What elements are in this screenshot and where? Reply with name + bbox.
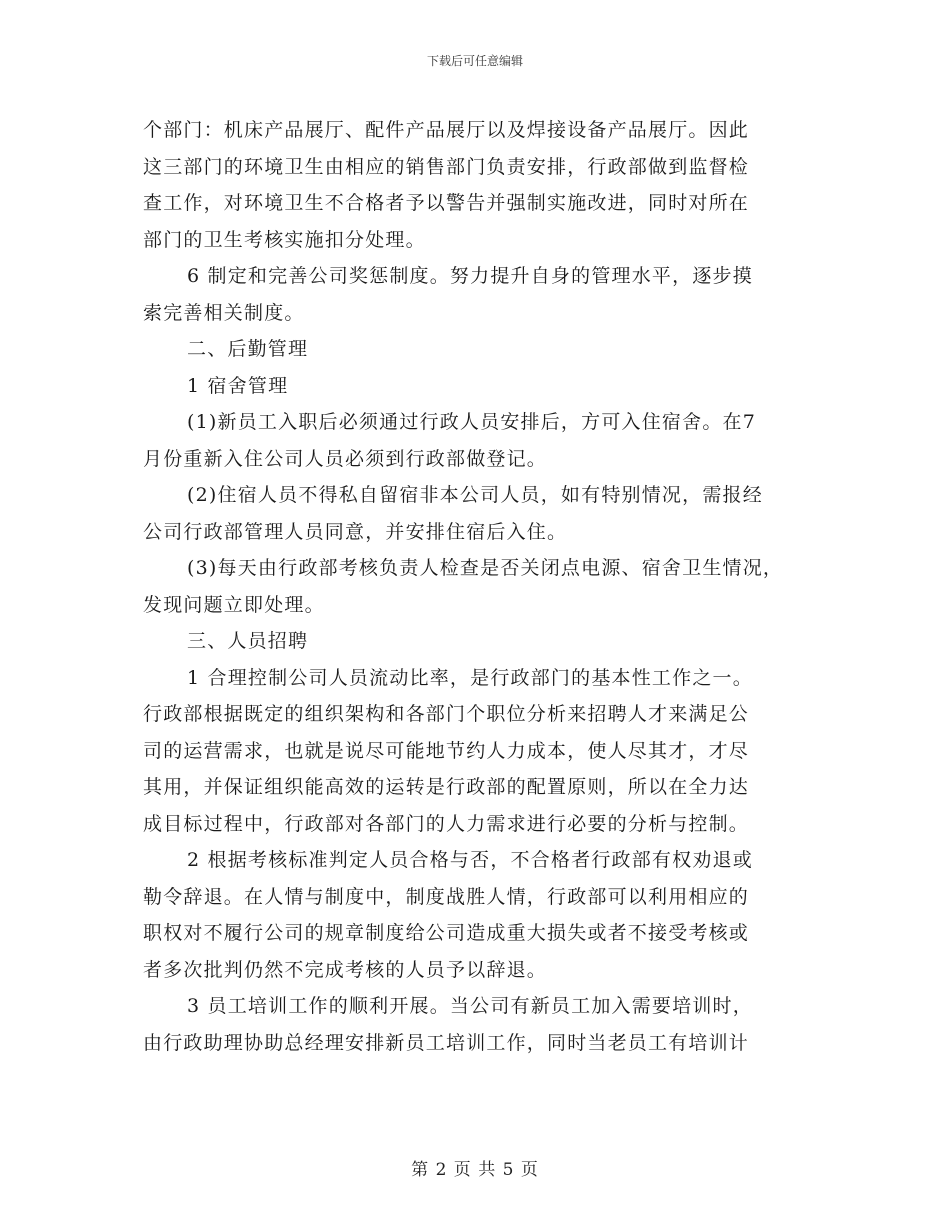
text-line: (2)住宿人员不得私自留宿非本公司人员，如有特别情况，需报经 xyxy=(187,484,763,506)
text-line: 3 员工培训工作的顺利开展。当公司有新员工加入需要培训时， xyxy=(187,995,753,1017)
section-heading: 二、后勤管理 xyxy=(187,338,309,360)
text-line: 由行政助理协助总经理安排新员工培训工作，同时当老员工有培训计 xyxy=(143,1031,750,1054)
text-line: 职权对不履行公司的规章制度给公司造成重大损失或者不接受考核或 xyxy=(143,922,750,944)
body-text xyxy=(143,112,813,1061)
text-line: (1)新员工入职后必须通过行政人员安排后，方可入住宿舍。在7 xyxy=(187,411,757,433)
text-line: 成目标过程中，行政部对各部门的人力需求进行必要的分析与控制。 xyxy=(143,812,750,835)
text-line: 发现问题立即处理。 xyxy=(143,593,325,616)
page-number: 第 2 页 共 5 页 xyxy=(411,1160,539,1180)
text-line: 月份重新入住公司人员必须到行政部做登记。 xyxy=(143,447,548,470)
text-line: 1 合理控制公司人员流动比率，是行政部门的基本性工作之一。 xyxy=(187,666,753,689)
text-line: 公司行政部管理人员同意，并安排住宿后入住。 xyxy=(143,520,568,543)
text-line: 2 根据考核标准判定人员合格与否，不合格者行政部有权劝退或 xyxy=(187,849,753,871)
text-line: 6 制定和完善公司奖惩制度。努力提升自身的管理水平，逐步摸 xyxy=(187,265,753,287)
text-line: 查工作，对环境卫生不合格者予以警告并强制实施改进，同时对所在 xyxy=(143,192,750,214)
text-line: 行政部根据既定的组织架构和各部门个职位分析来招聘人才来满足公 xyxy=(143,703,750,725)
text-line: 者多次批判仍然不完成考核的人员予以辞退。 xyxy=(143,958,548,981)
text-line: (3)每天由行政部考核负责人检查是否关闭点电源、宿舍卫生情况， xyxy=(187,557,784,579)
text-line: 司的运营需求，也就是说尽可能地节约人力成本，使人尽其才，才尽 xyxy=(143,739,750,762)
subsection-heading: 1 宿舍管理 xyxy=(187,374,289,397)
text-line: 其用，并保证组织能高效的运转是行政部的配置原则，所以在全力达 xyxy=(143,776,750,798)
text-line: 个部门：机床产品展厅、配件产品展厅以及焊接设备产品展厅。因此 xyxy=(143,119,750,141)
text-line: 索完善相关制度。 xyxy=(143,301,305,324)
text-line: 这三部门的环境卫生由相应的销售部门负责安排，行政部做到监督检 xyxy=(143,155,750,178)
text-line: 部门的卫生考核实施扣分处理。 xyxy=(143,228,426,251)
text-line: 勒令辞退。在人情与制度中，制度战胜人情，行政部可以利用相应的 xyxy=(143,885,750,908)
page-header: 下载后可任意编辑 xyxy=(426,54,523,68)
section-heading: 三、人员招聘 xyxy=(187,630,309,652)
